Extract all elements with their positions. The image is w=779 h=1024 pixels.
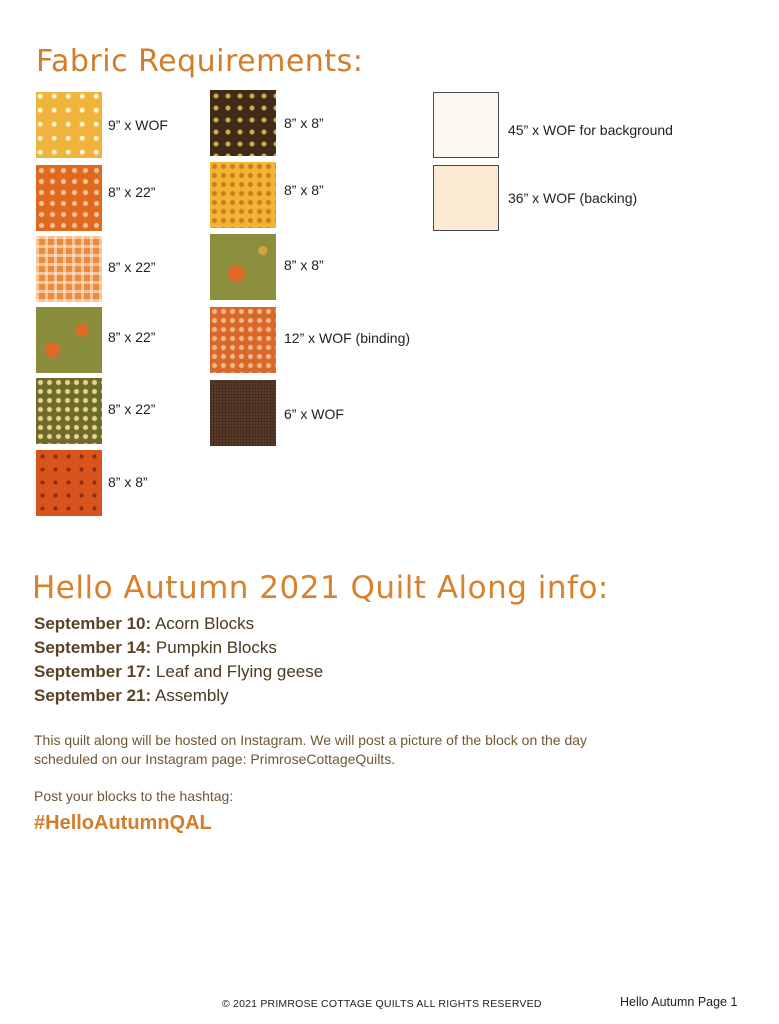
fabric-label: 8” x 22” — [108, 329, 156, 345]
fabric-label: 8” x 22” — [108, 401, 156, 417]
fabric-swatch-cream — [433, 92, 499, 158]
fabric-label: 8” x 8” — [284, 257, 324, 273]
fabric-label: 9” x WOF — [108, 117, 168, 133]
fabric-label: 8” x 8” — [284, 115, 324, 131]
info-paragraph-line: scheduled on our Instagram page: PrimroseCottageQuilts. — [34, 751, 396, 767]
fabric-label: 8” x 8” — [284, 182, 324, 198]
page-label: Hello Autumn Page 1 — [620, 995, 738, 1009]
copyright-footer: © 2021 PRIMROSE COTTAGE QUILTS ALL RIGHTS RESERVED — [222, 998, 542, 1010]
fabric-swatch-gold-vine — [36, 92, 102, 158]
schedule-item: September 10: Acorn Blocks — [34, 614, 255, 633]
fabric-swatch-green-pumpkin — [36, 307, 102, 373]
fabric-label: 8” x 22” — [108, 184, 156, 200]
fabric-label: 12” x WOF (binding) — [284, 330, 411, 346]
fabric-swatch-brown-texture — [210, 380, 276, 446]
fabric-swatch-olive-dot — [36, 378, 102, 444]
fabric-swatch-orange-dot — [210, 307, 276, 373]
fabric-swatch-gold-dot — [210, 162, 276, 228]
schedule-item: September 14: Pumpkin Blocks — [34, 638, 277, 657]
info-paragraph-line: This quilt along will be hosted on Instagram. We will post a picture of the block on the day — [34, 732, 588, 748]
schedule-item: September 17: Leaf and Flying geese — [34, 662, 324, 681]
fabric-swatch-orange-plaid — [36, 236, 102, 302]
post-instructions: Post your blocks to the hashtag: — [34, 788, 234, 804]
fabric-swatch-orange-berry — [36, 165, 102, 231]
fabric-requirements-heading: Fabric Requirements: — [36, 44, 364, 79]
schedule-item: September 21: Assembly — [34, 686, 229, 705]
fabric-swatch-orange-vine — [36, 450, 102, 516]
fabric-label: 8” x 22” — [108, 259, 156, 275]
fabric-label: 6” x WOF — [284, 406, 344, 422]
fabric-swatch-green-pumpkin-2 — [210, 234, 276, 300]
quilt-along-heading: Hello Autumn 2021 Quilt Along info: — [32, 570, 609, 606]
fabric-label: 8” x 8” — [108, 474, 148, 490]
fabric-label: 36” x WOF (backing) — [508, 190, 638, 206]
fabric-swatch-brown-berry — [210, 90, 276, 156]
fabric-label: 45” x WOF for background — [508, 122, 673, 138]
fabric-swatch-peach — [433, 165, 499, 231]
hashtag: #HelloAutumnQAL — [34, 812, 212, 834]
